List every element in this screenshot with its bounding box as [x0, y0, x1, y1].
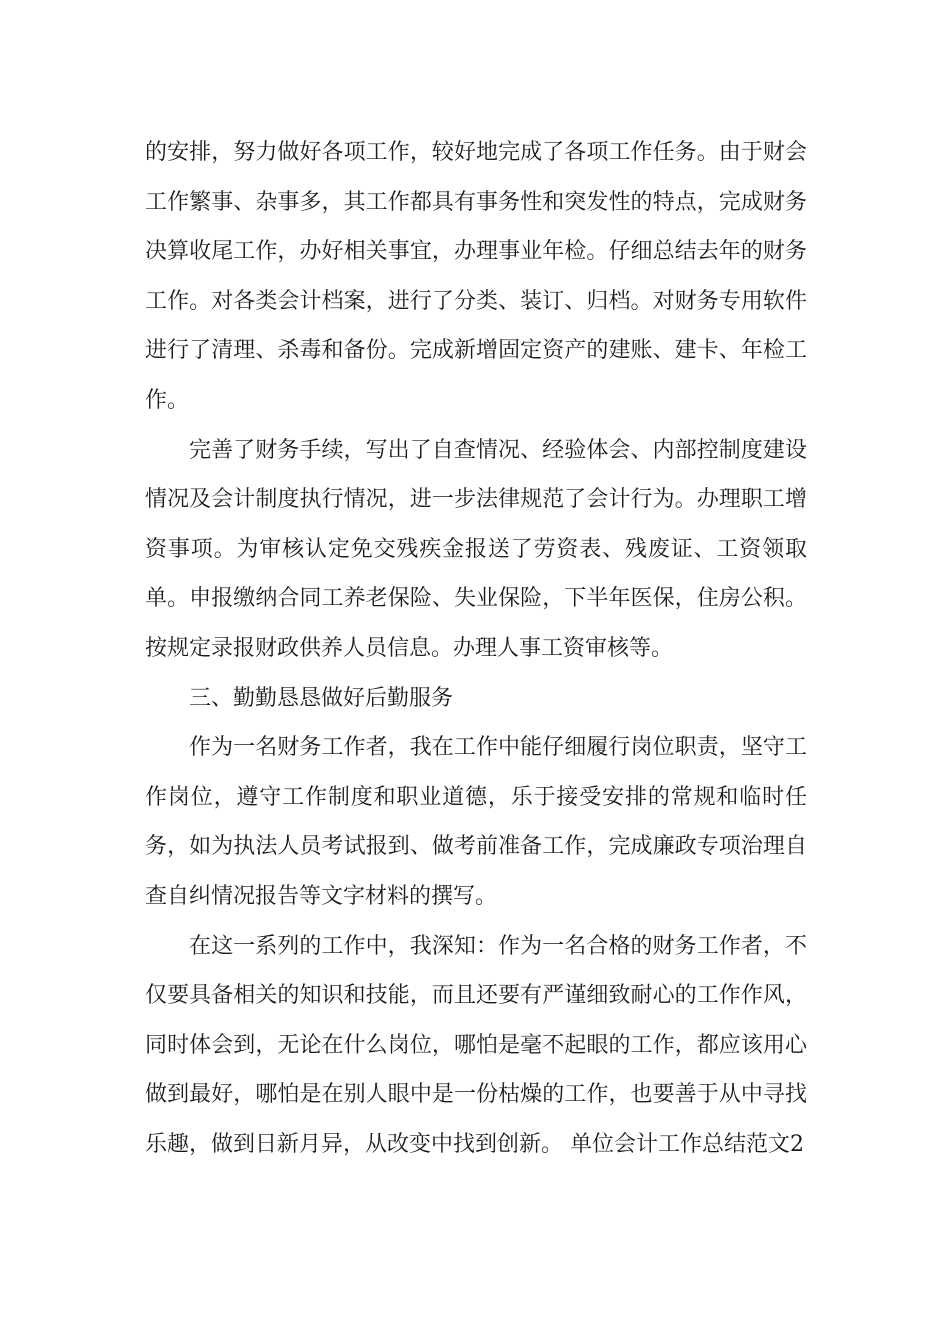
paragraph-financial-procedures: 完善了财务手续，写出了自查情况、经验体会、内部控制度建设情况及会计制度执行情况，进一步法律规范了会计行为。办理职工增资事项。为审核认定免交残疾金报送了劳资表、残废证、工资领取单。申报缴纳合同工养老保险、失业保险，下半年医保，住房公积。按规定录报财政供养人员信息。办理人事工资审核等。: [145, 437, 807, 661]
paragraph-continued: 的安排，努力做好各项工作，较好地完成了各项工作任务。由于财会工作繁事、杂事多，其工作都具有事务性和突发性的特点，完成财务决算收尾工作，办好相关事宜，办理事业年检。仔细总结去年的财务工作。对各类会计档案，进行了分类、装订、归档。对财务专用软件进行了清理、杀毒和备份。完成新增固定资产的建账、建卡、年检工作。: [145, 140, 807, 413]
paragraph-job-duties: 作为一名财务工作者，我在工作中能仔细履行岗位职责，坚守工作岗位，遵守工作制度和职业道德，乐于接受安排的常规和临时任务，如为执法人员考试报到、做考前准备工作，完成廉政专项治理自查自纠情况报告等文字材料的撰写。: [145, 735, 807, 909]
document-body: [145, 128, 807, 1169]
section-heading-logistics: 三、勤勤恳恳做好后勤服务: [189, 685, 454, 711]
paragraph-reflection: 在这一系列的工作中，我深知：作为一名合格的财务工作者，不仅要具备相关的知识和技能，而且还要有严谨细致耐心的工作作风，同时体会到，无论在什么岗位，哪怕是毫不起眼的工作，都应该用心做到最好，哪怕是在别人眼中是一份枯燥的工作，也要善于从中寻找乐趣，做到日新月异，从改变中找到创新。 单位会计工作总结范文2: [145, 933, 807, 1157]
